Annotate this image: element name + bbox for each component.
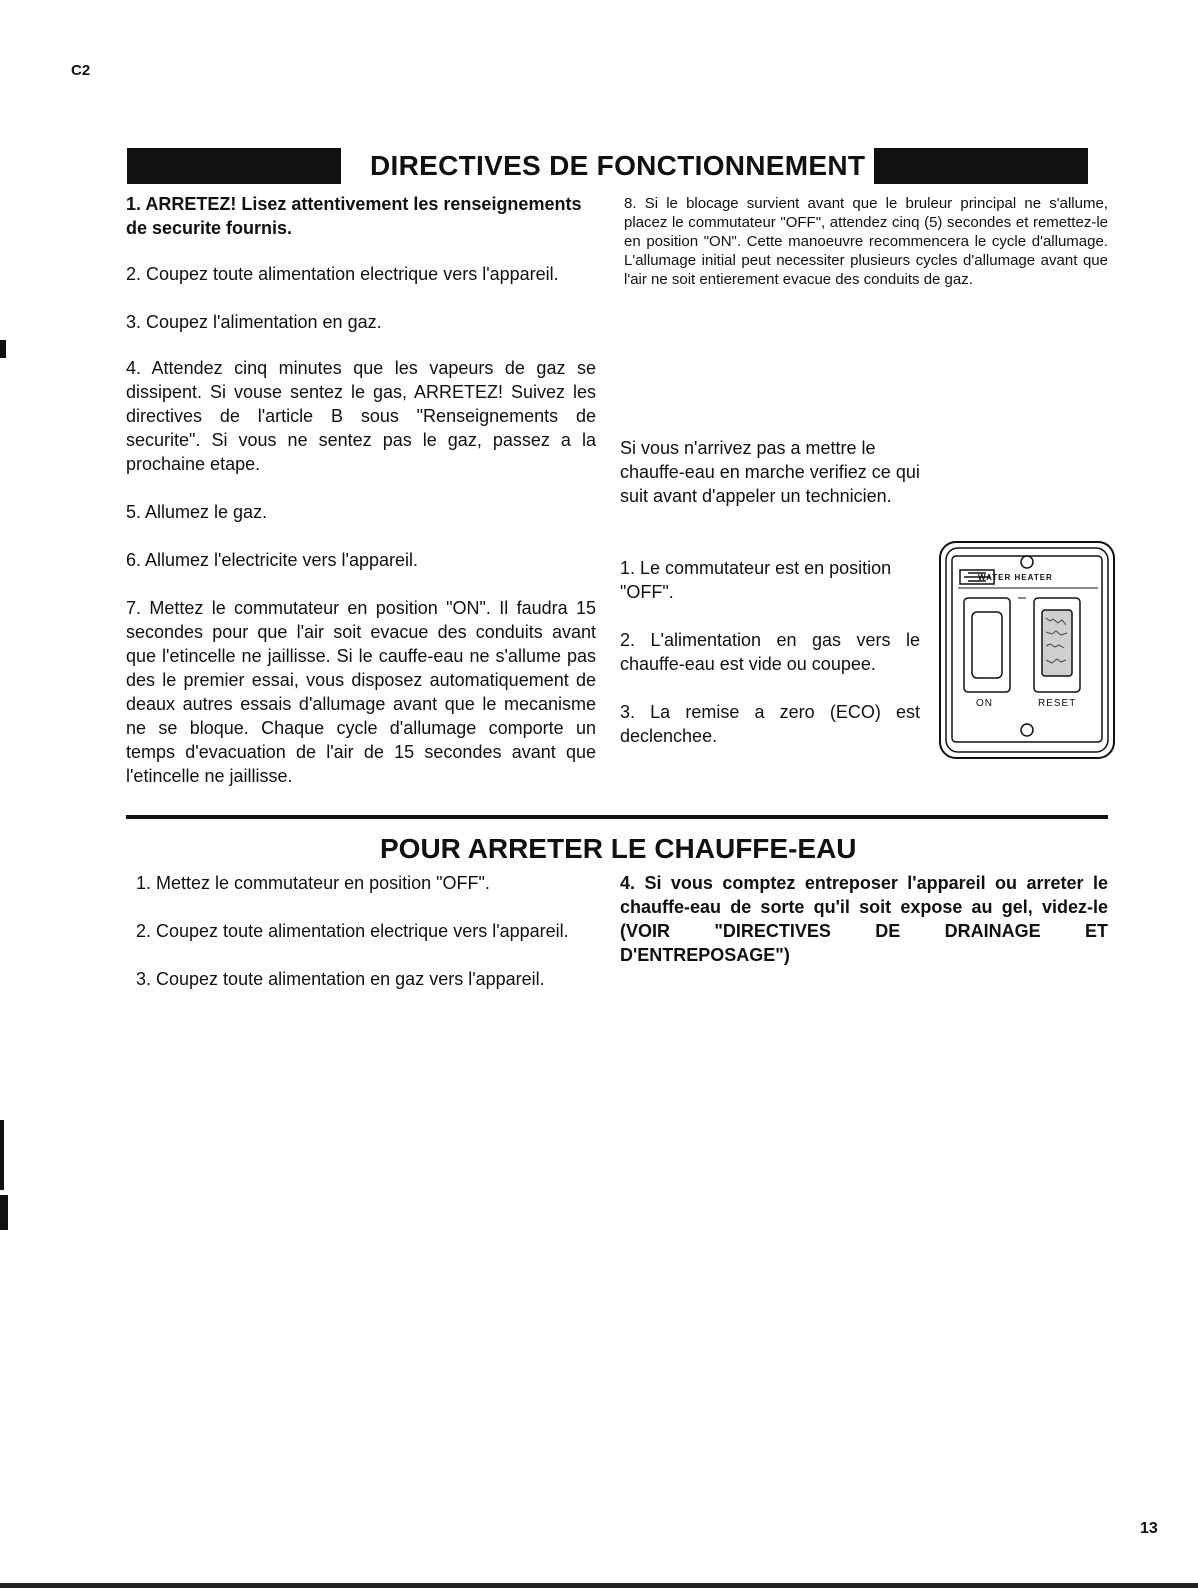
stop-step-2: 2. Coupez toute alimentation electrique vers l'appareil. bbox=[136, 921, 569, 941]
switch-panel-brand: WATER HEATER bbox=[978, 573, 1053, 582]
section-divider bbox=[126, 815, 1108, 819]
directive-step-2: 2. Coupez toute alimentation electrique vers l'appareil. bbox=[126, 264, 559, 284]
title-bar-right bbox=[874, 148, 1088, 184]
title-bar-left bbox=[127, 148, 341, 184]
directive-step-6: 6. Allumez l'electricite vers l'appareil. bbox=[126, 550, 418, 570]
directive-step-4: 4. Attendez cinq minutes que les vapeurs de gaz se dissipent. Si vouse sentez le gas, ARRETEZ! Suivez les directives de l'article B sous "Renseignements de securite". Si vous ne sentez pas le gaz, passez a la prochaine etape. bbox=[126, 358, 596, 474]
directive-step-8: 8. Si le blocage survient avant que le bruleur principal ne s'allume, placez le commutateur "OFF", attendez cinq (5) secondes et remettez-le en position "ON". Cette manoeuvre recommencera le cycle d'allumage. L'allumage initial peut necessiter plusieurs cycles d'allumage avant que l'air ne soit entierement evacue des conduits de gaz. bbox=[624, 195, 1108, 288]
scan-edge-mark bbox=[0, 1120, 4, 1190]
page-code: C2 bbox=[71, 62, 91, 79]
directive-step-5: 5. Allumez le gaz. bbox=[126, 502, 268, 522]
section-title-directives: DIRECTIVES DE FONCTIONNEMENT bbox=[370, 150, 866, 181]
troubleshoot-item-2: 2. L'alimentation en gas vers le chauffe-eau est vide ou coupee. bbox=[620, 630, 920, 674]
stop-step-1: 1. Mettez le commutateur en position "OFF". bbox=[136, 873, 490, 893]
water-heater-switch-panel bbox=[938, 540, 1116, 762]
troubleshoot-intro: Si vous n'arrivez pas a mettre le chauffe-eau en marche verifiez ce qui suit avant d'appeler un technicien. bbox=[620, 438, 920, 506]
page-bottom-edge bbox=[0, 1583, 1198, 1588]
troubleshoot-item-3: 3. La remise a zero (ECO) est declenchee. bbox=[620, 702, 920, 746]
switch-on-label: ON bbox=[976, 698, 993, 709]
section-title-stop: POUR ARRETER LE CHAUFFE-EAU bbox=[380, 833, 857, 864]
switch-reset-label: RESET bbox=[1038, 698, 1077, 709]
troubleshoot-item-1: 1. Le commutateur est en position "OFF". bbox=[620, 558, 892, 602]
stop-step-3: 3. Coupez toute alimentation en gaz vers l'appareil. bbox=[136, 969, 545, 989]
directive-step-3: 3. Coupez l'alimentation en gaz. bbox=[126, 312, 382, 332]
stop-step-4: 4. Si vous comptez entreposer l'appareil ou arreter le chauffe-eau de sorte qu'il soit expose au gel, videz-le (VOIR "DIRECTIVES DE DRAINAGE ET D'ENTREPOSAGE") bbox=[620, 873, 1108, 965]
directive-step-7: 7. Mettez le commutateur en position "ON". Il faudra 15 secondes pour que l'air soit evacue des conduits avant que l'etincelle ne jaillisse. Si le cauffe-eau ne s'allume pas des le premier essai, vous disposez automatiquement de deaux autres essais d'allumage avant que le mecanisme ne se bloque. Chaque cycle d'allumage comporte un temps d'evacuation de l'air de 15 secondes avant que l'etincelle ne jaillisse. bbox=[126, 598, 596, 786]
scan-edge-mark bbox=[0, 1195, 8, 1230]
page-number: 13 bbox=[1140, 1520, 1158, 1537]
scan-edge-mark bbox=[0, 340, 6, 358]
directive-step-1: 1. ARRETEZ! Lisez attentivement les renseignements de securite fournis. bbox=[126, 194, 582, 238]
